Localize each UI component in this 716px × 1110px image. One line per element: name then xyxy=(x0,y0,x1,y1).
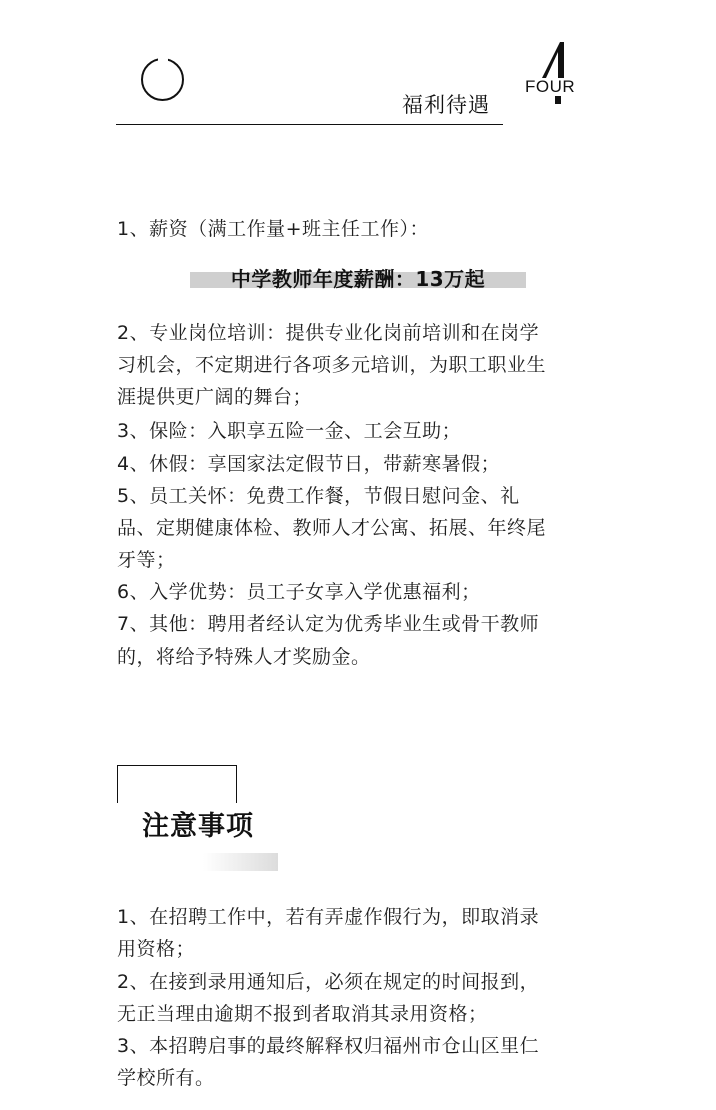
benefit-salary-line: 1、薪资（满工作量+班主任工作）： xyxy=(117,218,430,240)
header-divider xyxy=(116,124,503,125)
circle-logo-icon xyxy=(141,58,184,101)
circle-logo-notch xyxy=(158,55,168,61)
benefit-line: 牙等； xyxy=(117,549,176,571)
benefit-line: 6、入学优势：员工子女享入学优惠福利； xyxy=(117,581,481,603)
section-title-notice: 注意事项 xyxy=(142,811,254,842)
benefit-line: 习机会，不定期进行各项多元培训，为职工职业生 xyxy=(117,354,547,376)
notice-line: 2、在接到录用通知后，必须在规定的时间报到， xyxy=(117,971,540,993)
notice-line: 1、在招聘工作中，若有弄虚作假行为，即取消录 xyxy=(117,906,540,928)
benefit-line: 3、保险：入职享五险一金、工会互助； xyxy=(117,420,462,442)
notice-title-underline xyxy=(203,853,278,871)
salary-highlight-text: 中学教师年度薪酬：13万起 xyxy=(230,267,486,291)
notice-line: 用资格； xyxy=(117,938,196,960)
notice-line: 学校所有。 xyxy=(117,1067,215,1089)
benefit-line: 7、其他：聘用者经认定为优秀毕业生或骨干教师 xyxy=(117,613,540,635)
benefit-line: 的，将给予特殊人才奖励金。 xyxy=(117,646,371,668)
benefit-line: 品、定期健康体检、教师人才公寓、拓展、年终尾 xyxy=(117,517,547,539)
notice-line: 3、本招聘启事的最终解释权归福州市仓山区里仁 xyxy=(117,1035,540,1057)
benefit-line: 涯提供更广阔的舞台； xyxy=(117,386,313,408)
benefit-line: 5、员工关怀：免费工作餐，节假日慰问金、礼 xyxy=(117,485,520,507)
notice-line: 无正当理由逾期不报到者取消其录用资格； xyxy=(117,1003,488,1025)
badge-four-label: FOUR xyxy=(525,77,576,96)
benefit-line: 2、专业岗位培训：提供专业化岗前培训和在岗学 xyxy=(117,322,540,344)
number-four-badge-icon xyxy=(540,40,570,110)
notice-title-frame xyxy=(117,765,237,803)
benefit-line: 4、休假：享国家法定假节日，带薪寒暑假； xyxy=(117,453,501,475)
section-title-benefits: 福利待遇 xyxy=(402,93,490,117)
